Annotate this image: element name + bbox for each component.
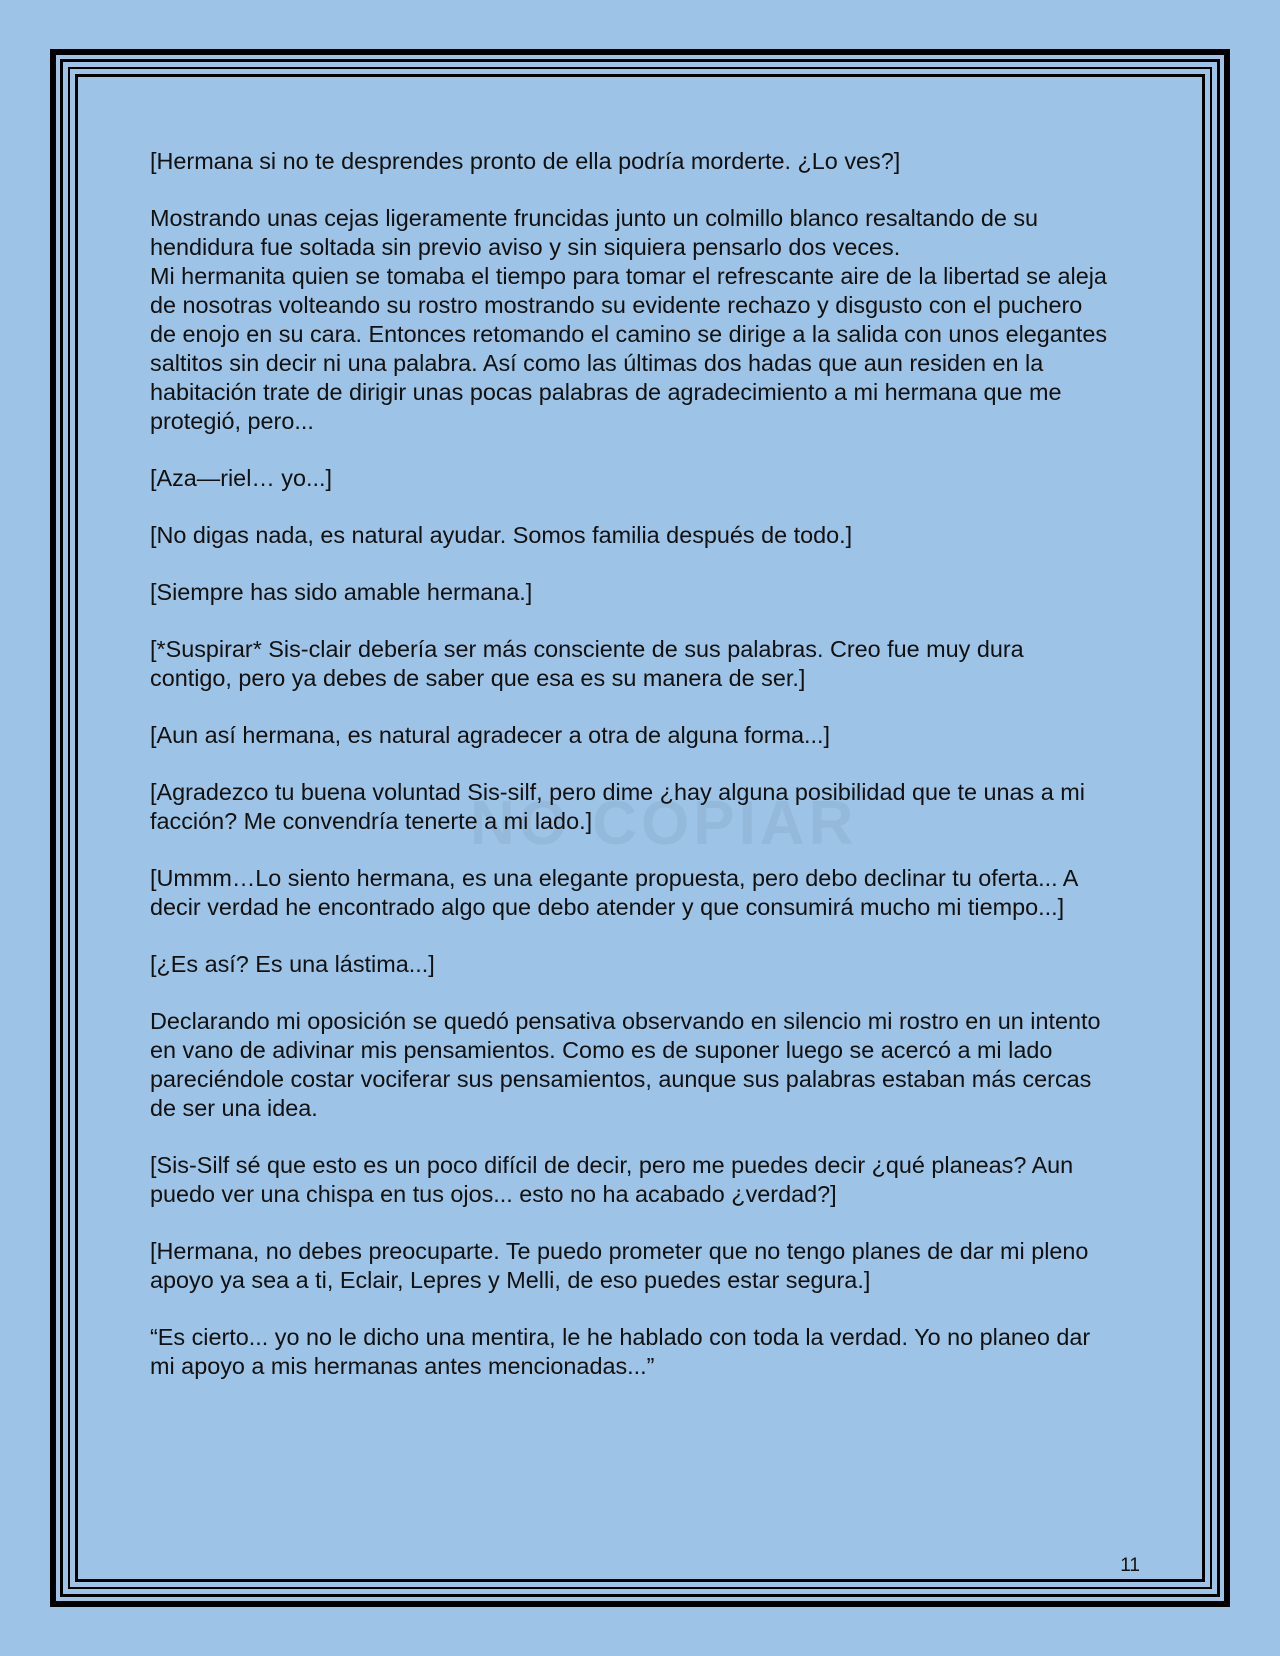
paragraph: [*Suspirar* Sis-clair debería ser más consciente de sus palabras. Creo fue muy dura contigo, pero ya debes de saber que esa es su manera de ser.] (150, 636, 1024, 691)
paragraph: “Es cierto... yo no le dicho una mentira, le he hablado con toda la verdad. Yo no planeo dar mi apoyo a mis hermanas antes mencionadas...” (150, 1324, 1091, 1379)
paragraph: [Hermana, no debes preocuparte. Te puedo prometer que no tengo planes de dar mi pleno apoyo ya sea a ti, Eclair, Lepres y Melli, de eso puedes estar segura.] (150, 1238, 1089, 1293)
page-number: 11 (1120, 1555, 1140, 1576)
paragraph (150, 204, 1110, 436)
page-body (150, 147, 1110, 1409)
paragraph: [No digas nada, es natural ayudar. Somos familia después de todo.] (150, 522, 853, 548)
paragraph: [Sis-Silf sé que esto es un poco difícil de decir, pero me puedes decir ¿qué planeas? Aun puedo ver una chispa en tus ojos... esto no ha acabado ¿verdad?] (150, 1152, 1074, 1207)
paragraph: [Aza—riel… yo...] (150, 465, 332, 491)
paragraph: [¿Es así? Es una lástima...] (150, 951, 435, 977)
paragraph-line-group: Mostrando unas cejas ligeramente fruncidas junto un colmillo blanco resaltando de su hendidura fue soltada sin previo aviso y sin siquiera pensarlo dos veces. Mi hermanita quien se tomaba el tiempo para tomar el refrescante aire de la libertad se aleja de nosotras volteando su rostro mostrando su evidente rechazo y disgusto con el puchero de enojo en su cara. Entonces retomando el camino se dirige a la salida con unos elegantes saltitos sin decir ni una palabra. Así como las últimas dos hadas que aun residen en la habitación trate de dirigir unas pocas palabras de agradecimiento a mi hermana que me protegió, pero... (150, 205, 1108, 434)
paragraph: Declarando mi oposición se quedó pensativa observando en silencio mi rostro en un intento en vano de adivinar mis pensamientos. Como es de suponer luego se acercó a mi lado pareciéndole costar vociferar sus pensamientos, aunque sus palabras estaban más cercas de ser una idea. (150, 1008, 1101, 1121)
paragraph: [Aun así hermana, es natural agradecer a otra de alguna forma...] (150, 722, 831, 748)
paragraph: [Siempre has sido amable hermana.] (150, 579, 533, 605)
paragraph: [Hermana si no te desprendes pronto de ella podría morderte. ¿Lo ves?] (150, 148, 901, 174)
paragraph: [Agradezco tu buena voluntad Sis-silf, pero dime ¿hay alguna posibilidad que te unas a mi facción? Me convendría tenerte a mi lado.] (150, 779, 1085, 834)
paragraph: [Ummm…Lo siento hermana, es una elegante propuesta, pero debo declinar tu oferta... A decir verdad he encontrado algo que debo atender y que consumirá mucho mi tiempo...] (150, 865, 1078, 920)
